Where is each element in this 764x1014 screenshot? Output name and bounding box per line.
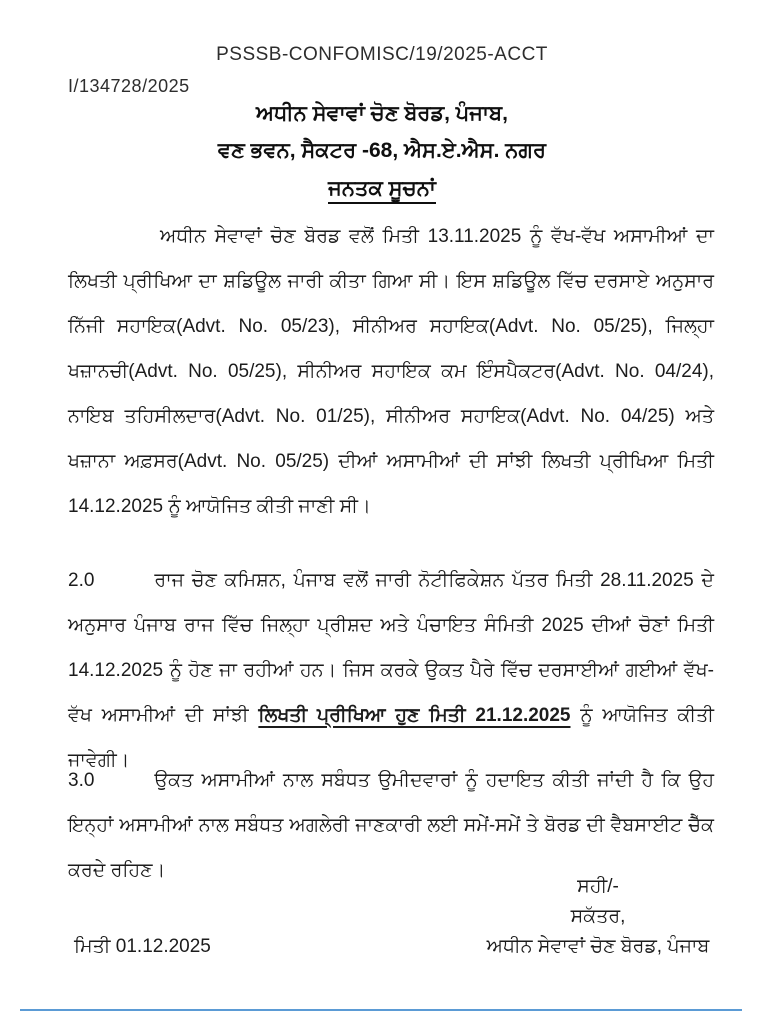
paragraph-3-number: 3.0 xyxy=(68,770,95,791)
signature-signed: ਸਹੀ/- xyxy=(577,876,619,897)
org-address-line2: ਵਣ ਭਵਨ, ਸੈਕਟਰ -68, ਐਸ.ਏ.ਐਸ. ਨਗਰ xyxy=(217,139,547,162)
paragraph-2 xyxy=(68,558,714,783)
bottom-accent-line xyxy=(20,1009,742,1011)
paragraph-2-number: 2.0 xyxy=(68,570,95,591)
signature-block xyxy=(448,872,748,962)
signature-title: ਸਕੱਤਰ, xyxy=(570,906,626,927)
reference-number: PSSSB-CONFOMISC/19/2025-ACCT xyxy=(216,44,548,65)
paragraph-2-highlighted-date: ਲਿਖਤੀ ਪ੍ਰੀਖਿਆ ਹੁਣ ਮਿਤੀ 21.12.2025 xyxy=(258,705,571,726)
paragraph-2-text-before: ਰਾਜ ਚੋਣ ਕਮਿਸ਼ਨ, ਪੰਜਾਬ ਵਲੋਂ ਜਾਰੀ ਨੋਟੀਫਿਕੇਸ਼ਨ ਪੱਤਰ ਮਿਤੀ 28.11.2025 ਦੇ ਅਨੁਸਾਰ ਪੰਜਾਬ ਰਾਜ ਵਿੱਚ ਜਿਲ੍ਹਾ ਪ੍ਰੀਸ਼ਦ ਅਤੇ ਪੰਚਾਇਤ ਸੰਮਿਤੀ 2025 ਦੀਆਂ ਚੋਣਾਂ ਮਿਤੀ 14.12.2025 ਨੂੰ ਹੋਣ ਜਾ ਰਹੀਆਂ ਹਨ। ਜਿਸ ਕਰਕੇ ਉਕਤ ਪੈਰੇ ਵਿੱਚ ਦਰਸਾਈਆਂ ਗਈਆਂ ਵੱਖ-ਵੱਖ ਅਸਾਮੀਆਂ ਦੀ ਸਾਂਝੀ xyxy=(68,570,714,726)
notice-title xyxy=(0,177,764,201)
paragraph-1-text: ਅਧੀਨ ਸੇਵਾਵਾਂ ਚੋਣ ਬੋਰਡ ਵਲੋਂ ਮਿਤੀ 13.11.2025 ਨੂੰ ਵੱਖ-ਵੱਖ ਅਸਾਮੀਆਂ ਦਾ ਲਿਖਤੀ ਪ੍ਰੀਖਿਆ ਦਾ ਸ਼ਡਿਊਲ ਜਾਰੀ ਕੀਤਾ ਗਿਆ ਸੀ। ਇਸ ਸ਼ਡਿਊਲ ਵਿੱਚ ਦਰਸਾਏ ਅਨੁਸਾਰ ਨਿੱਜੀ ਸਹਾਇਕ(Advt. No. 05/23), ਸੀਨੀਅਰ ਸਹਾਇਕ(Advt. No. 05/25), ਜਿਲ੍ਹਾ ਖਜ਼ਾਨਚੀ(Advt. No. 05/25), ਸੀਨੀਅਰ ਸਹਾਇਕ ਕਮ ਇੰਸਪੈਕਟਰ(Advt. No. 04/24), ਨਾਇਬ ਤਹਿਸੀਲਦਾਰ(Advt. No. 01/25), ਸੀਨੀਅਰ ਸਹਾਇਕ(Advt. No. 04/25) ਅਤੇ ਖਜ਼ਾਨਾ ਅਫ਼ਸਰ(Advt. No. 05/25) ਦੀਆਂ ਅਸਾਮੀਆਂ ਦੀ ਸਾਂਝੀ ਲਿਖਤੀ ਪ੍ਰੀਖਿਆ ਮਿਤੀ 14.12.2025 ਨੂੰ ਆਯੋਜਿਤ ਕੀਤੀ ਜਾਣੀ ਸੀ। xyxy=(68,226,714,517)
signature-org: ਅਧੀਨ ਸੇਵਾਵਾਂ ਚੋਣ ਬੋਰਡ, ਪੰਜਾਬ xyxy=(486,936,710,957)
org-name-line1: ਅਧੀਨ ਸੇਵਾਵਾਂ ਚੋਣ ਬੋਰਡ, ਪੰਜਾਬ, xyxy=(256,102,508,125)
date-line: ਮਿਤੀ 01.12.2025 xyxy=(74,936,211,957)
paragraph-1 xyxy=(68,214,714,529)
notice-title-text: ਜਨਤਕ ਸੂਚਨਾਂ xyxy=(328,177,436,204)
paragraph-2-text-after: ਨੂੰ ਆਯੋਜਿਤ ਕੀਤੀ ਜਾਵੇਗੀ। xyxy=(68,705,714,771)
file-number: I/134728/2025 xyxy=(68,76,190,96)
paragraph-3-text: ਉਕਤ ਅਸਾਮੀਆਂ ਨਾਲ ਸਬੰਧਤ ਉਮੀਦਵਾਰਾਂ ਨੂੰ ਹਦਾਇਤ ਕੀਤੀ ਜਾਂਦੀ ਹੈ ਕਿ ਉਹ ਇਨ੍ਹਾਂ ਅਸਾਮੀਆਂ ਨਾਲ ਸਬੰਧਤ ਅਗਲੇਰੀ ਜਾਣਕਾਰੀ ਲਈ ਸਮੇਂ-ਸਮੇਂ ਤੇ ਬੋਰਡ ਦੀ ਵੈਬਸਾਈਟ ਚੈੱਕ ਕਰਦੇ ਰਹਿਣ। xyxy=(68,770,714,881)
